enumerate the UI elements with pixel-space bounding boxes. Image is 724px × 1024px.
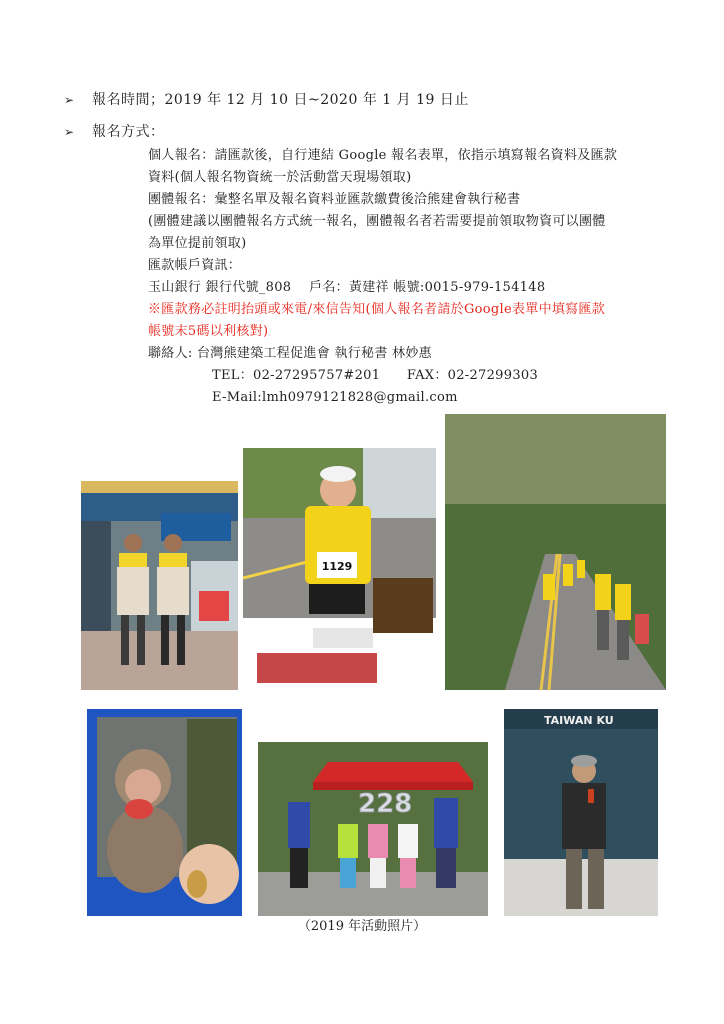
balloon-numbers: 228 [358,789,413,819]
registration-time-text: 報名時間；2019 年 12 月 10 日~2020 年 1 月 19 日止 [92,92,469,108]
registration-method-heading: 報名方式： [92,124,165,140]
email-line: E-Mail:lmh0979121828@gmail.com [212,390,458,405]
photo-speaker [504,709,658,916]
bank-account-line: 玉山銀行 銀行代號_808 戶名：黃建祥 帳號:0015-979-154148 [148,280,546,295]
photo-runner [243,448,436,690]
banner-text: TAIWAN KU [544,714,614,727]
account-info-heading: 匯款帳戶資訊： [148,258,242,273]
arrow-bullet-icon: ➢ [64,125,75,139]
race-bib-number: 1129 [321,560,353,573]
personal-registration-line-1: 個人報名：請匯款後，自行連結 Google 報名表單，依指示填寫報名資料及匯款 [148,148,618,163]
photo-monkey [87,709,242,916]
arrow-bullet-icon: ➢ [64,93,75,107]
personal-registration-line-2: 資料(個人報名物資統一於活動當天現場領取) [148,170,412,185]
group-registration-line: 團體報名：彙整名單及報名資料並匯款繳費後洽熊建會執行秘書 [148,192,521,207]
registration-time-item [64,90,469,110]
registration-method-item [64,122,165,142]
photo-228-balloons [258,742,488,916]
photo-caption: （2019 年活動照片） [297,919,427,934]
remittance-notice-line-2: 帳號末5碼以利核對) [148,324,269,339]
tel-fax-line: TEL：02-27295757#201 FAX：02-27299303 [212,368,539,383]
photo-road-runners [445,414,666,690]
group-note-line-2: 為單位提前領取) [148,236,247,251]
photo-volunteers [81,481,238,690]
remittance-notice-line-1: ※匯款務必註明抬頭或來電/來信告知(個人報名者請於Google表單中填寫匯款 [148,302,606,317]
contact-person-line: 聯絡人: 台灣熊建築工程促進會 執行秘書 林妙惠 [148,346,432,361]
group-note-line-1: (團體建議以團體報名方式統一報名，團體報名者若需要提前領取物資可以團體 [148,214,606,229]
